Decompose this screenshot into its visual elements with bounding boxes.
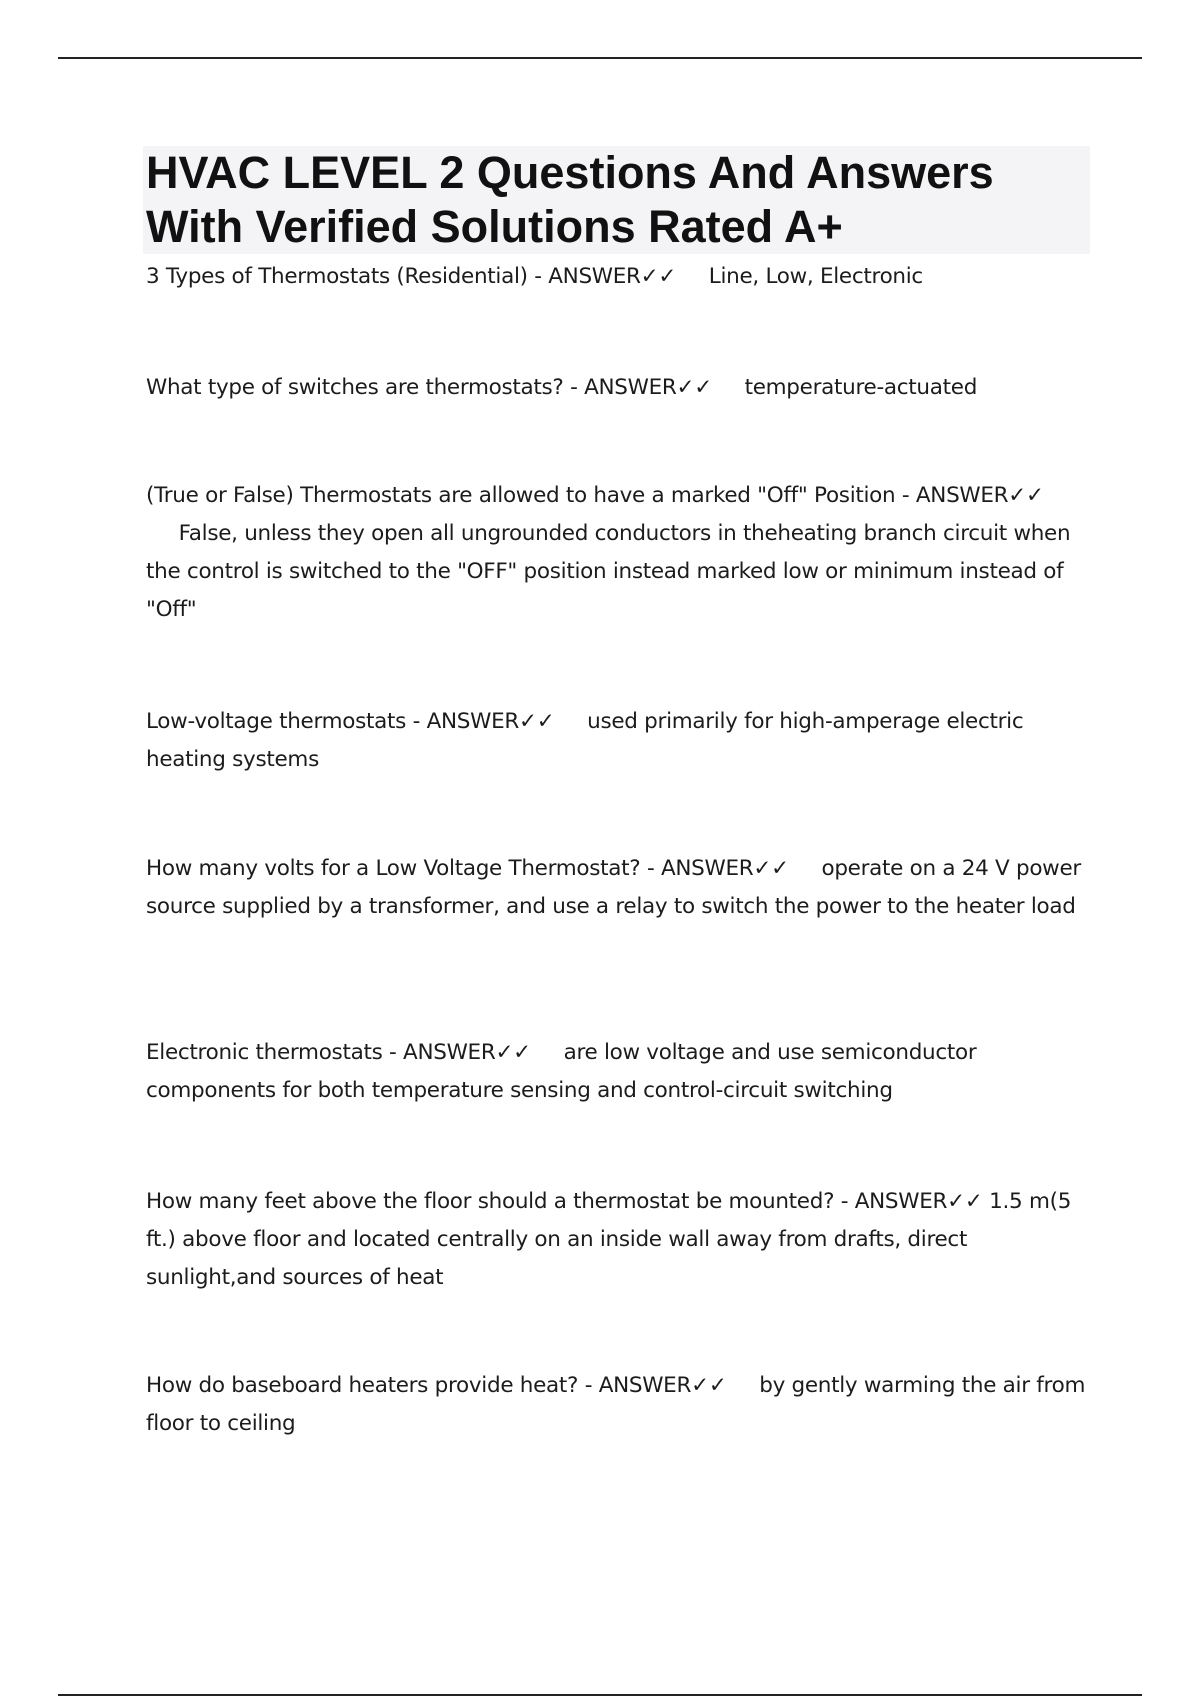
answer-marker: ANSWER✓✓ — [403, 1040, 531, 1065]
answer-text: by gently warming the air from floor to ceiling — [146, 1373, 1086, 1436]
answer-marker: ANSWER✓✓ — [660, 856, 789, 881]
qa-item-2: What type of switches are thermostats? - ANSWER✓✓ temperature-actuated — [146, 375, 978, 400]
qa-item-5: How many volts for a Low Voltage Thermostat? - ANSWER✓✓ operate on a 24 V power source supplied by a transformer, and use a relay to switch the power to the heater load — [146, 856, 1081, 919]
answer-text: temperature-actuated — [744, 375, 978, 400]
question-text: How many feet above the floor should a thermostat be mounted? — [146, 1189, 835, 1214]
question-text: Electronic thermostats — [146, 1040, 383, 1065]
answer-text: are low voltage and use semiconductor components for both temperature sensing and control-circuit switching — [146, 1040, 977, 1103]
qa-item-4: Low-voltage thermostats - ANSWER✓✓ used primarily for high-amperage electric heating systems — [146, 709, 1024, 772]
qa-item-8: How do baseboard heaters provide heat? - ANSWER✓✓ by gently warming the air from floor to ceiling — [146, 1373, 1086, 1436]
question-text: How many volts for a Low Voltage Thermostat? — [146, 856, 641, 881]
qa-item-7: How many feet above the floor should a thermostat be mounted? - ANSWER✓✓ 1.5 m(5 ft.) above floor and located centrally on an inside wall away from drafts, direct sunlight,and sources of heat — [146, 1189, 1072, 1290]
answer-marker: ANSWER✓✓ — [548, 264, 677, 289]
answer-marker: ANSWER✓✓ — [426, 709, 555, 734]
question-text: (True or False) Thermostats are allowed to have a marked "Off" Position — [146, 483, 896, 508]
answer-marker: ANSWER✓✓ — [915, 483, 1044, 508]
answer-text: operate on a 24 V power source supplied by a transformer, and use a relay to switch the power to the heater load — [146, 856, 1081, 919]
question-text: 3 Types of Thermostats (Residential) — [146, 264, 528, 289]
answer-text: False, unless they open all ungrounded conductors in theheating branch circuit when the control is switched to the "OFF" position instead marked low or minimum instead of "Off" — [146, 521, 1071, 622]
answer-text: used primarily for high-amperage electric heating systems — [146, 709, 1024, 772]
answer-text: 1.5 m(5 ft.) above floor and located centrally on an inside wall away from drafts, direct sunlight,and sources of heat — [146, 1189, 1072, 1290]
qa-item-3: (True or False) Thermostats are allowed to have a marked "Off" Position - ANSWER✓✓ False, unless they open all ungrounded conductors in theheating branch circuit when the control is switched to the "OFF" position instead marked low or minimum instead of "Off" — [146, 483, 1071, 622]
answer-marker: ANSWER✓✓ — [598, 1373, 727, 1398]
question-text: What type of switches are thermostats? — [146, 375, 564, 400]
qa-item-6: Electronic thermostats - ANSWER✓✓ are low voltage and use semiconductor components for both temperature sensing and control-circuit switching — [146, 1040, 977, 1103]
document-title: HVAC LEVEL 2 Questions And Answers With Verified Solutions Rated A+ — [146, 147, 994, 252]
question-text: Low-voltage thermostats — [146, 709, 407, 734]
top-rule — [58, 57, 1142, 59]
answer-text: Line, Low, Electronic — [708, 264, 923, 289]
question-text: How do baseboard heaters provide heat? — [146, 1373, 579, 1398]
answer-marker: ANSWER✓✓ — [854, 1189, 983, 1214]
bottom-rule — [58, 1694, 1142, 1696]
qa-item-1: 3 Types of Thermostats (Residential) - ANSWER✓✓ Line, Low, Electronic — [146, 264, 923, 289]
answer-marker: ANSWER✓✓ — [584, 375, 712, 400]
